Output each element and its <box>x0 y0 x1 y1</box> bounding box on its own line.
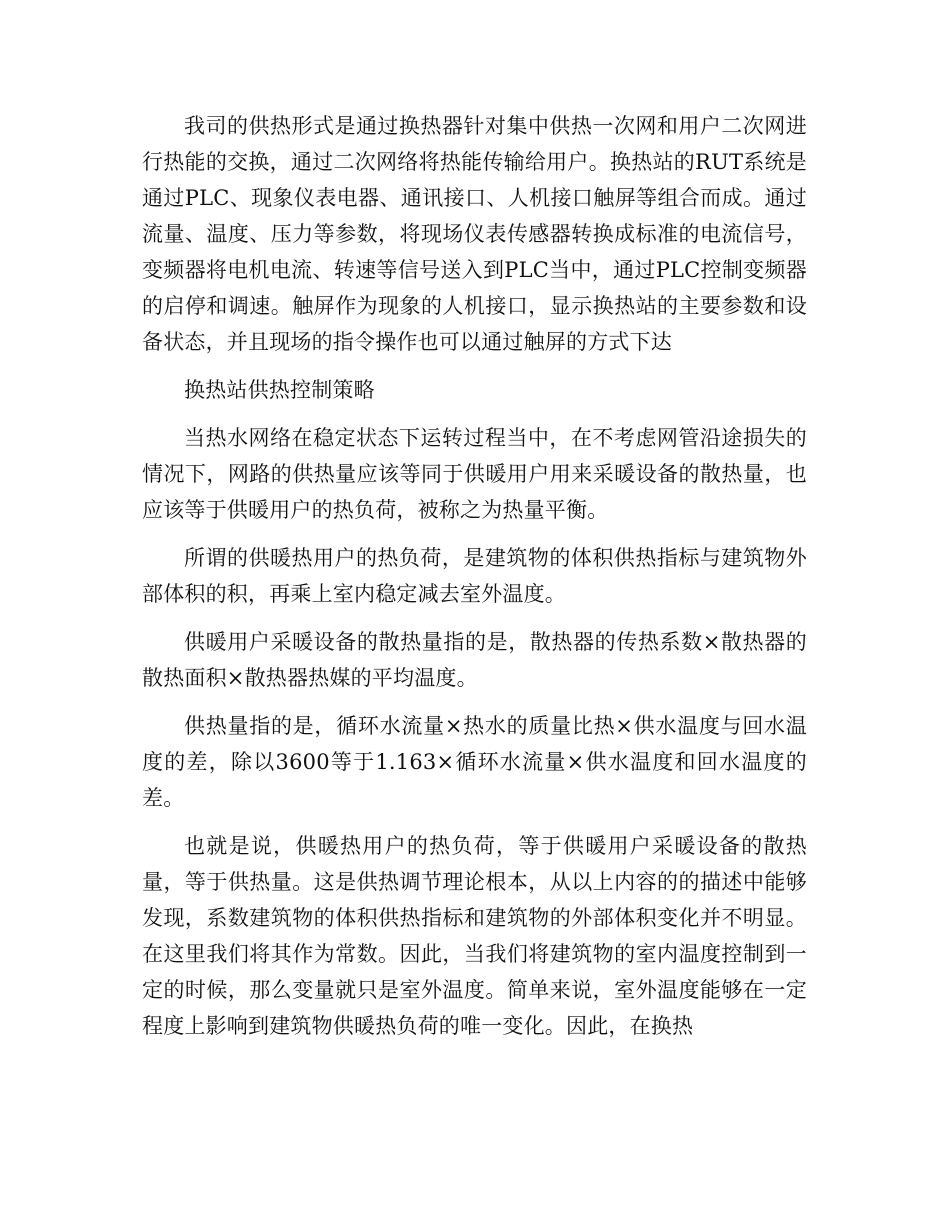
paragraph-heat-balance: 当热水网络在稳定状态下运转过程当中，在不考虑网管沿途损失的情况下，网路的供热量应该等同于供暖用户用来采暖设备的散热量，也应该等于供暖用户的热负荷，被称之为热量平衡。 <box>142 426 807 522</box>
section-heading-control-strategy: 换热站供热控制策略 <box>184 378 375 402</box>
paragraph-heat-supply-amount: 供热量指的是，循环水流量×热水的质量比热×供水温度与回水温度的差，除以3600等于1.163×循环水流量×供水温度和回水温度的差。 <box>142 714 807 810</box>
paragraph-heat-supply-form: 我司的供热形式是通过换热器针对集中供热一次网和用户二次网进行热能的交换，通过二次网络将热能传输给用户。换热站的RUT系统是通过PLC、现象仪表电器、通讯接口、人机接口触屏等组合而成。通过流量、温度、压力等参数，将现场仪表传感器转换成标准的电流信号，变频器将电机电流、转速等信号送入到PLC当中，通过PLC控制变频器的启停和调速。触屏作为现象的人机接口，显示换热站的主要参数和设备状态，并且现场的指令操作也可以通过触屏的方式下达 <box>142 114 807 354</box>
document-body <box>142 108 807 1056</box>
paragraph-conclusion: 也就是说，供暖热用户的热负荷，等于供暖用户采暖设备的散热量，等于供热量。这是供热调节理论根本，从以上内容的的描述中能够发现，系数建筑物的体积供热指标和建筑物的外部体积变化并不明显。在这里我们将其作为常数。因此，当我们将建筑物的室内温度控制到一定的时候，那么变量就只是室外温度。简单来说，室外温度能够在一定程度上影响到建筑物供暖热负荷的唯一变化。因此，在换热 <box>142 834 807 1038</box>
paragraph-heat-load: 所谓的供暖热用户的热负荷，是建筑物的体积供热指标与建筑物外部体积的积，再乘上室内稳定减去室外温度。 <box>142 546 807 606</box>
paragraph-radiator-heat: 供暖用户采暖设备的散热量指的是，散热器的传热系数×散热器的散热面积×散热器热媒的平均温度。 <box>142 630 807 690</box>
